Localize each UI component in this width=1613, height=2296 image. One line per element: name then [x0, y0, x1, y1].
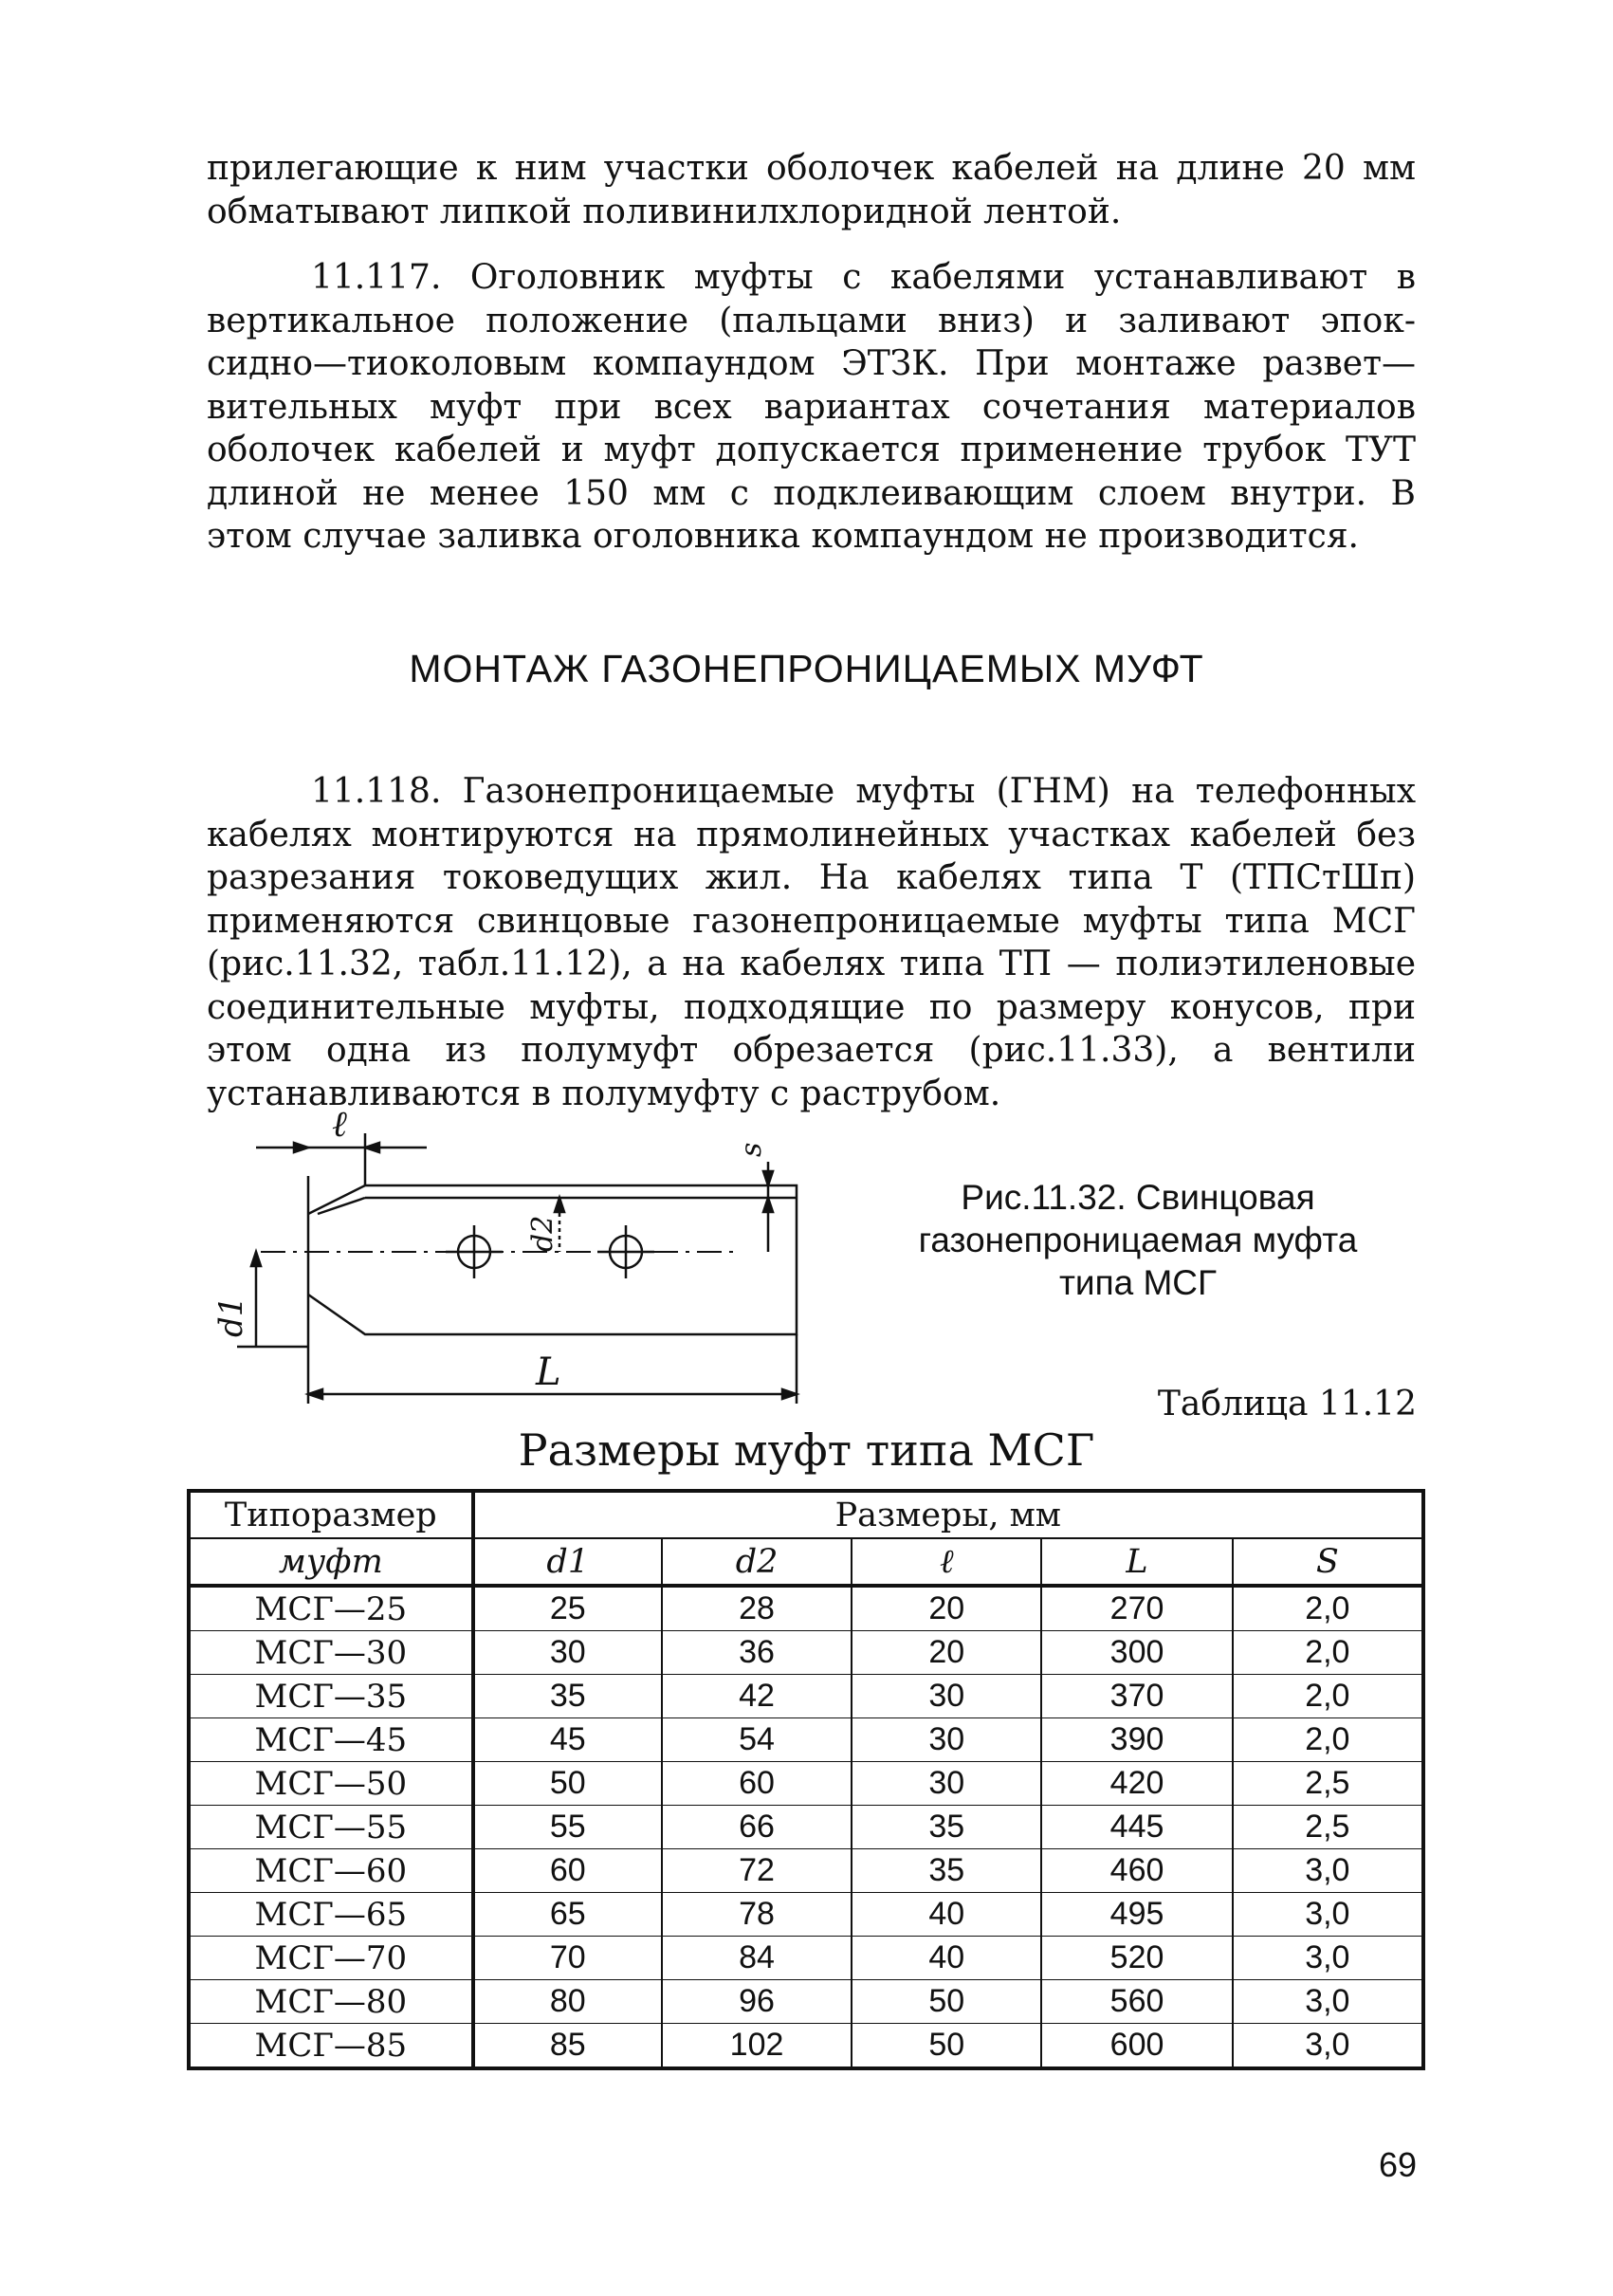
- label-d1: d1: [212, 1295, 250, 1337]
- text-line: прилегающие к ним участки оболочек кабелей на длине 20 мм: [207, 149, 1416, 188]
- header-l: ℓ: [852, 1538, 1041, 1586]
- cell-value: 28: [662, 1586, 852, 1631]
- header-d1: d1: [473, 1538, 662, 1586]
- cell-value: 40: [852, 1893, 1041, 1937]
- header-S: S: [1233, 1538, 1423, 1586]
- cell-value: 370: [1041, 1675, 1232, 1718]
- cell-value: 96: [662, 1980, 852, 2024]
- text-line: 11.117. Оголовник муфты с кабелями устанавливают в: [311, 258, 1416, 297]
- table-row: [189, 1718, 1423, 1762]
- cell-value: 35: [852, 1849, 1041, 1893]
- cell-value: 65: [473, 1893, 662, 1937]
- text-line: устанавливаются в полумуфту с раструбом.: [207, 1074, 1001, 1113]
- label-L: L: [536, 1350, 561, 1394]
- cell-size-type: МСГ—80: [189, 1980, 473, 2024]
- text-line: разрезания токоведущих жил. На кабелях типа Т (ТПСтШп): [207, 858, 1416, 897]
- caption-line: типа МСГ: [1058, 1263, 1218, 1302]
- cell-value: 50: [473, 1762, 662, 1806]
- text-line: этом случае заливка оголовника компаундом не производится.: [207, 517, 1359, 556]
- paragraph-11-117: [207, 256, 1416, 559]
- text-line: сидно—тиоколовым компаундом ЭТЗК. При монтаже развет—: [207, 344, 1416, 383]
- cell-value: 2,5: [1233, 1806, 1423, 1849]
- cell-value: 35: [473, 1675, 662, 1718]
- cell-value: 36: [662, 1631, 852, 1675]
- cell-value: 78: [662, 1893, 852, 1937]
- table-number: Таблица 11.12: [1157, 1385, 1417, 1424]
- cell-value: 60: [473, 1849, 662, 1893]
- label-s: s: [735, 1142, 768, 1157]
- caption-line: газонепроницаемая муфта: [918, 1221, 1358, 1259]
- cell-value: 50: [852, 2024, 1041, 2069]
- table-row: [189, 2024, 1423, 2069]
- cell-value: 3,0: [1233, 1849, 1423, 1893]
- cell-value: 54: [662, 1718, 852, 1762]
- cell-size-type: МСГ—60: [189, 1849, 473, 1893]
- cell-value: 70: [473, 1937, 662, 1980]
- cell-value: 50: [852, 1980, 1041, 2024]
- text-line: применяются свинцовые газонепроницаемые муфты типа МСГ: [207, 901, 1416, 941]
- header-text: Типоразмер: [224, 1496, 437, 1534]
- cell-value: 25: [473, 1586, 662, 1631]
- cell-value: 35: [852, 1806, 1041, 1849]
- cell-size-type: МСГ—85: [189, 2024, 473, 2069]
- paragraph-11-118: [207, 770, 1416, 1115]
- cell-value: 390: [1041, 1718, 1232, 1762]
- text-line: вительных муфт при всех вариантах сочетания материалов: [207, 387, 1416, 427]
- text-line: оболочек кабелей и муфт допускается применение трубок ТУТ: [207, 431, 1416, 469]
- header-size-type: [189, 1491, 473, 1538]
- cell-value: 2,0: [1233, 1586, 1423, 1631]
- cell-value: 420: [1041, 1762, 1232, 1806]
- label-d2: d2: [526, 1215, 559, 1252]
- text-line: длиной не менее 150 мм с подклеивающим слоем внутри. В: [207, 473, 1416, 513]
- cell-value: 84: [662, 1937, 852, 1980]
- cell-value: 30: [852, 1718, 1041, 1762]
- table-row: [189, 1937, 1423, 1980]
- section-heading: МОНТАЖ ГАЗОНЕПРОНИЦАЕМЫХ МУФТ: [409, 647, 1204, 690]
- cell-size-type: МСГ—50: [189, 1762, 473, 1806]
- cell-value: 85: [473, 2024, 662, 2069]
- header-d2: d2: [662, 1538, 852, 1586]
- cell-value: 60: [662, 1762, 852, 1806]
- table-row: [189, 1806, 1423, 1849]
- cell-value: 445: [1041, 1806, 1232, 1849]
- label-l: ℓ: [332, 1110, 347, 1145]
- table-row: [189, 1980, 1423, 2024]
- coupling-drawing: [199, 1110, 825, 1423]
- cell-value: 30: [473, 1631, 662, 1675]
- cell-size-type: МСГ—65: [189, 1893, 473, 1937]
- cell-value: 80: [473, 1980, 662, 2024]
- cell-size-type: МСГ—45: [189, 1718, 473, 1762]
- table-row: [189, 1675, 1423, 1718]
- table-row: [189, 1849, 1423, 1893]
- cell-value: 560: [1041, 1980, 1232, 2024]
- cell-value: 300: [1041, 1631, 1232, 1675]
- cell-value: 520: [1041, 1937, 1232, 1980]
- text-line: кабелях монтируются на прямолинейных участках кабелей без: [207, 815, 1416, 854]
- header-size-type-2: муфт: [189, 1538, 473, 1586]
- table-row: [189, 1762, 1423, 1806]
- cell-value: 102: [662, 2024, 852, 2069]
- cell-value: 45: [473, 1718, 662, 1762]
- table-row: [189, 1631, 1423, 1675]
- paragraph-continuation: [207, 147, 1416, 233]
- cell-value: 2,0: [1233, 1718, 1423, 1762]
- cell-value: 3,0: [1233, 1980, 1423, 2024]
- cell-value: 3,0: [1233, 2024, 1423, 2069]
- cell-value: 2,5: [1233, 1762, 1423, 1806]
- cell-value: 30: [852, 1762, 1041, 1806]
- text-line: вертикальное положение (пальцами вниз) и заливают эпок-: [207, 301, 1416, 340]
- cell-value: 460: [1041, 1849, 1232, 1893]
- text-line: соединительные муфты, подходящие по размеру конусов, при: [207, 987, 1416, 1027]
- cell-value: 40: [852, 1937, 1041, 1980]
- table-title: Размеры муфт типа МСГ: [518, 1424, 1095, 1476]
- cell-value: 2,0: [1233, 1631, 1423, 1675]
- text-line: обматывают липкой поливинилхлоридной лентой.: [207, 192, 1122, 231]
- table-body: [189, 1586, 1423, 2068]
- table-row: [189, 1586, 1423, 1631]
- cell-value: 66: [662, 1806, 852, 1849]
- cell-value: 3,0: [1233, 1937, 1423, 1980]
- cell-size-type: МСГ—35: [189, 1675, 473, 1718]
- dimensions-table: [187, 1489, 1425, 2070]
- cell-value: 2,0: [1233, 1675, 1423, 1718]
- caption-line: Рис.11.32. Свинцовая: [961, 1178, 1315, 1217]
- cell-value: 20: [852, 1586, 1041, 1631]
- table-row: [189, 1893, 1423, 1937]
- cell-value: 495: [1041, 1893, 1232, 1937]
- figure-caption: [872, 1176, 1403, 1304]
- cell-size-type: МСГ—55: [189, 1806, 473, 1849]
- cell-size-type: МСГ—70: [189, 1937, 473, 1980]
- text-line: 11.118. Газонепроницаемые муфты (ГНМ) на телефонных: [311, 772, 1416, 811]
- cell-value: 42: [662, 1675, 852, 1718]
- coupling-outline: [308, 1185, 797, 1334]
- cell-value: 600: [1041, 2024, 1232, 2069]
- cell-value: 3,0: [1233, 1893, 1423, 1937]
- page-number: 69: [1378, 2145, 1417, 2184]
- text-line: этом одна из полумуфт обрезается (рис.11.33), а вентили: [207, 1031, 1416, 1070]
- cell-value: 55: [473, 1806, 662, 1849]
- cell-value: 270: [1041, 1586, 1232, 1631]
- header-L: L: [1041, 1538, 1232, 1586]
- cell-value: 20: [852, 1631, 1041, 1675]
- cell-value: 30: [852, 1675, 1041, 1718]
- cell-size-type: МСГ—25: [189, 1586, 473, 1631]
- header-group: Размеры, мм: [473, 1491, 1423, 1538]
- cell-size-type: МСГ—30: [189, 1631, 473, 1675]
- text-line: (рис.11.32, табл.11.12), а на кабелях типа ТП — полиэтиленовые: [207, 945, 1416, 983]
- cell-value: 72: [662, 1849, 852, 1893]
